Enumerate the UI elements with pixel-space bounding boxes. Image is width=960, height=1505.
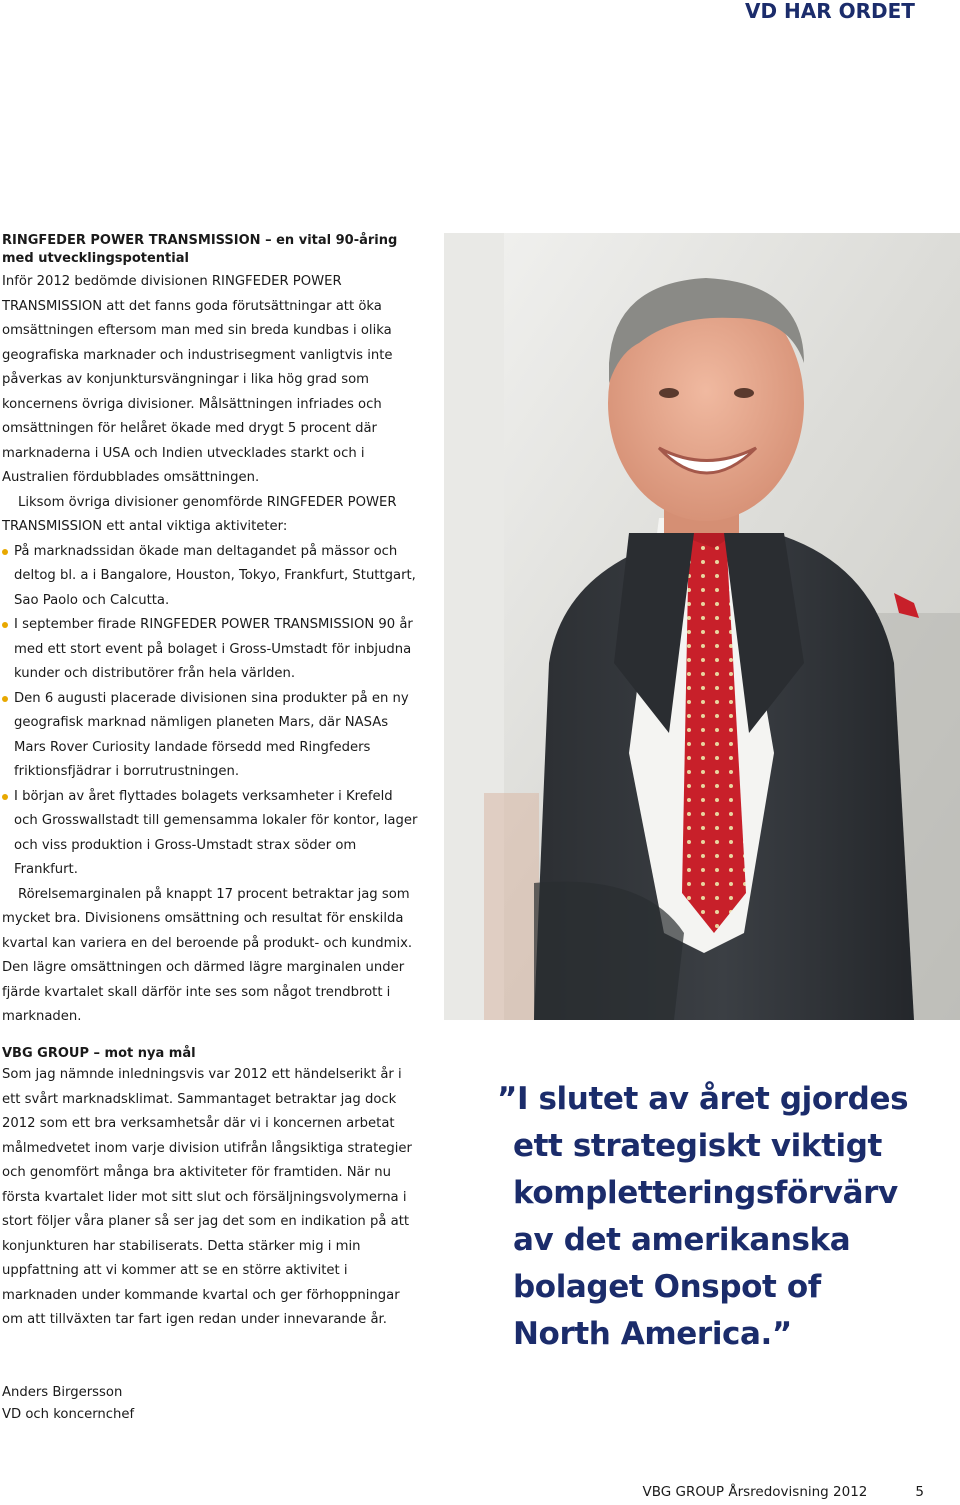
section-label: VD HAR ORDET <box>745 0 960 30</box>
page-footer <box>643 1484 924 1500</box>
page-number: 5 <box>915 1484 924 1500</box>
activities-list <box>2 540 420 883</box>
signature-name: Anders Birgersson <box>2 1385 123 1400</box>
quote-line: bolaget Onspot of <box>513 1269 821 1305</box>
section-heading-ringfeder <box>2 232 420 268</box>
signature-title: VD och koncernchef <box>2 1407 135 1422</box>
quote-line: North America.” <box>513 1316 792 1352</box>
signature-block <box>2 1382 134 1426</box>
pull-quote <box>497 1076 937 1358</box>
publication-title: VBG GROUP Årsredovisning 2012 <box>642 1484 868 1500</box>
heading-line-1: RINGFEDER POWER TRANSMISSION – en vital 90-åring <box>2 233 398 248</box>
margin-paragraph: Rörelsemarginalen på knappt 17 procent betraktar jag som mycket bra. Divisionens omsättning och resultat för enskilda kvartal kan variera en del beroende på produkt- och kundmix. Den lägre omsättningen och därmed lägre marginalen under fjärde kvartalet skall därför inte ses som något trendbrott i marknaden. <box>2 886 413 1024</box>
activities-intro: Liksom övriga divisioner genomförde RINGFEDER POWER TRANSMISSION ett antal viktiga aktiviteter: <box>2 494 397 534</box>
list-item: På marknadssidan ökade man deltagandet på mässor och deltog bl. a i Bangalore, Houston, Tokyo, Frankfurt, Stuttgart, Sao Paolo och Calcutta. <box>2 540 420 614</box>
portrait-photo <box>444 233 960 1020</box>
quote-line: ”I slutet av året gjordes <box>497 1081 909 1117</box>
list-item: Den 6 augusti placerade divisionen sina produkter på en ny geografisk marknad nämligen planeten Mars, där NASAs Mars Rover Curiosity landade försedd med Ringfeders friktionsfjädrar i borrutrustningen. <box>2 687 420 785</box>
outlook-paragraph: Som jag nämnde inledningsvis var 2012 ett händelserikt år i ett svårt marknadsklimat. Sammantaget betraktar jag dock 2012 som ett bra verksamhetsår där vi i koncernen arbetat målmedvetet inom varje division utifrån långsiktiga strategier och genomfört många bra aktiviteter för framtiden. När nu första kvartalet lider mot sitt slut och försäljningsvolymerna i stort följer våra planer så ser jag det som en indikation på att konjunkturen har stabiliserats. Detta stärker mig i min uppfattning att vi kommer att se en större aktivitet i marknaden under kommande kvartal och ger förhoppningar om att tillväxten tar fart igen redan under innevarande år. <box>2 1067 412 1327</box>
quote-line: av det amerikanska <box>513 1222 851 1258</box>
heading-line-2: med utvecklingspotential <box>2 251 189 266</box>
list-item: I september firade RINGFEDER POWER TRANSMISSION 90 år med ett stort event på bolaget i Gross-Umstadt för inbjudna kunder och distributörer från hela världen. <box>2 613 420 687</box>
quote-line: kompletteringsförvärv <box>513 1175 898 1211</box>
intro-paragraph: Inför 2012 bedömde divisionen RINGFEDER POWER TRANSMISSION att det fanns goda förutsättningar att öka omsättningen eftersom man med sin breda kundbas i olika geografiska marknader och industrisegment vanligtvis inte påverkas av konjunktursvängningar i lika hög grad som koncernens övriga divisioner. Målsättningen infriades och omsättningen för helåret ökade med drygt 5 procent där marknaderna i USA och Indien utvecklades starkt och i Australien fördubblades omsättningen. <box>2 274 393 485</box>
article-column-lower <box>2 1045 420 1333</box>
section-heading-vbg: VBG GROUP – mot nya mål <box>2 1046 196 1061</box>
article-column-upper <box>2 232 420 1030</box>
quote-line: ett strategiskt viktigt <box>513 1128 882 1164</box>
list-item: I början av året flyttades bolagets verksamheter i Krefeld och Grosswallstadt till gemensamma lokaler för kontor, lager och viss produktion i Gross-Umstadt strax söder om Frankfurt. <box>2 785 420 883</box>
